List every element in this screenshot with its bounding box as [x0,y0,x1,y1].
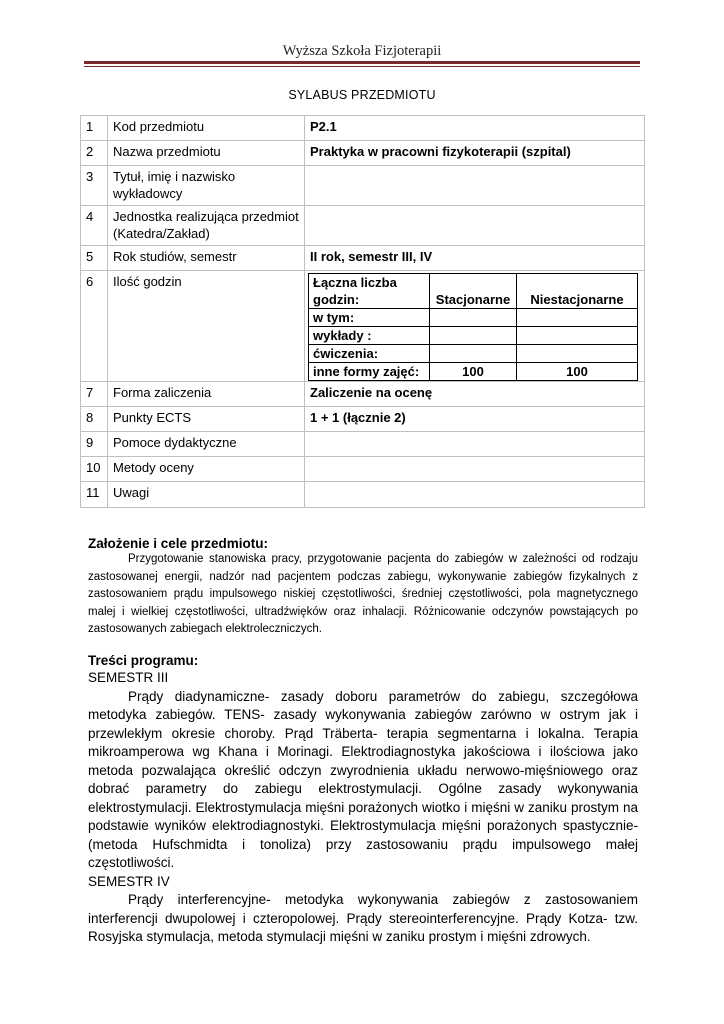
row-value [305,432,645,457]
hours-row [309,327,638,345]
row-value: Praktyka w pracowni fizykoterapii (szpital) [305,141,645,166]
row-label: Jednostka realizująca przedmiot (Katedra/Zakład) [108,206,305,246]
row-number: 8 [81,407,108,432]
hours-row [309,309,638,327]
row-number: 9 [81,432,108,457]
syllabus-table [80,115,645,508]
row-label: Nazwa przedmiotu [108,141,305,166]
hours-total-label: Łączna liczba godzin: [309,274,430,309]
hours-col-stationary: Stacjonarne [430,274,517,309]
row-label: Uwagi [108,482,305,508]
hours-row [309,345,638,363]
hours-nonstationary-value [517,309,638,327]
hours-nonstationary-value [517,327,638,345]
document-title: SYLABUS PRZEDMIOTU [288,88,436,102]
hours-table [308,273,638,381]
row-value: 1 + 1 (łącznie 2) [305,407,645,432]
row-number: 4 [81,206,108,246]
row-number: 2 [81,141,108,166]
header-rule [84,61,640,64]
row-value [305,206,645,246]
table-row [81,432,645,457]
row-label: Metody oceny [108,457,305,482]
goals-text: Przygotowanie stanowiska pracy, przygotowanie pacjenta do zabiegów w zależności od rodzaju zastosowanej energii, nadzór nad pacjentem podczas zabiegu, wykonywanie zabiegów fizykalnych z zastosowaniem prądu impulsowego niskiej częstotliwości, średniej częstotliwości, pola magnetycznego malej i wielkiej częstotliwości, ultradźwięków oraz inhalacji. Różnicowanie odczynów powstających po zastosowanych zabiegach elektroleczniczych. [88,553,638,635]
hours-row-label: wykłady : [309,327,430,345]
hours-nonstationary-value [517,345,638,363]
row-label: Punkty ECTS [108,407,305,432]
goals-heading: Założenie i cele przedmiotu: [88,536,269,551]
table-row [81,141,645,166]
row-value [305,166,645,206]
row-label: Rok studiów, semestr [108,246,305,271]
table-row [81,116,645,141]
table-row [81,382,645,407]
hours-stationary-value [430,345,517,363]
table-row [81,206,645,246]
table-row [81,246,645,271]
school-header-title: Wyższa Szkoła Fizjoterapii [282,43,442,59]
row-value [305,457,645,482]
row-label: Kod przedmiotu [108,116,305,141]
row-number: 10 [81,457,108,482]
hours-row-label: inne formy zajęć: [309,363,430,381]
table-row [81,271,645,382]
hours-row [309,363,638,381]
program-heading: Treści programu: [88,653,199,668]
semester-4-label: SEMESTR IV [88,873,170,889]
row-value: Zaliczenie na ocenę [305,382,645,407]
row-number: 1 [81,116,108,141]
row-value: P2.1 [305,116,645,141]
row-label: Forma zaliczenia [108,382,305,407]
row-number: 6 [81,271,108,382]
hours-nonstationary-value: 100 [517,363,638,381]
hours-row-label: w tym: [309,309,430,327]
table-row [81,457,645,482]
semester-3-label: SEMESTR III [88,670,169,685]
header-rule-thin [84,66,640,67]
program-section [88,653,638,947]
row-label: Ilość godzin [108,271,305,382]
hours-stationary-value: 100 [430,363,517,381]
row-number: 3 [81,166,108,206]
table-row [81,482,645,508]
hours-stationary-value [430,327,517,345]
row-number: 11 [81,482,108,508]
table-row [81,166,645,206]
hours-header-row [309,274,638,309]
hours-cell [305,271,645,382]
hours-row-label: ćwiczenia: [309,345,430,363]
semester-3-text: Prądy diadynamiczne- zasady doboru parametrów do zabiegu, szczegółowa metodyka zabiegów. TENS- zasady wykonywania zabiegów zarówno w ostrym jak i przewlekłym okresie choroby. Prąd Träberta- terapia segmentarna i lokalna. Terapia mikroamperowa wg Khana i Morinagi. Elektrodiagnostyka jakościowa i ilościowa jako metoda pozwalająca określić odczyn zwyrodnienia układu nerwowo-mięśniowego oraz dobrać parametry do zabiegu elektrostymulacji. Ogólne zasady wykonywania elektrostymulacji. Elektrostymulacja mięśni porażonych wiotko i mięśni w zaniku prostym na podstawie wyników elektrodiagnostyki. Elektrostymulacja mięśni porażonych spastycznie- (metoda Hufschmidta i tonoliza) przy zastosowaniu prądu impulsowego małej częstotliwości. [88,688,638,870]
row-value: II rok, semestr III, IV [305,246,645,271]
row-value [305,482,645,508]
row-label: Tytuł, imię i nazwisko wykładowcy [108,166,305,206]
row-label: Pomoce dydaktyczne [108,432,305,457]
table-row [81,407,645,432]
hours-col-nonstationary: Niestacjonarne [517,274,638,309]
goals-section [88,536,638,639]
semester-4-text: Prądy interferencyjne- metodyka wykonywania zabiegów z zastosowaniem interferencji dwupolowej i czteropolowej. Prądy stereointerferencyjne. Prądy Kotza- tzw. Rosyjska stymulacja, metoda stymulacji mięśni w zaniku prostym i mięśni zdrowych. [88,892,638,944]
hours-stationary-value [430,309,517,327]
row-number: 7 [81,382,108,407]
row-number: 5 [81,246,108,271]
